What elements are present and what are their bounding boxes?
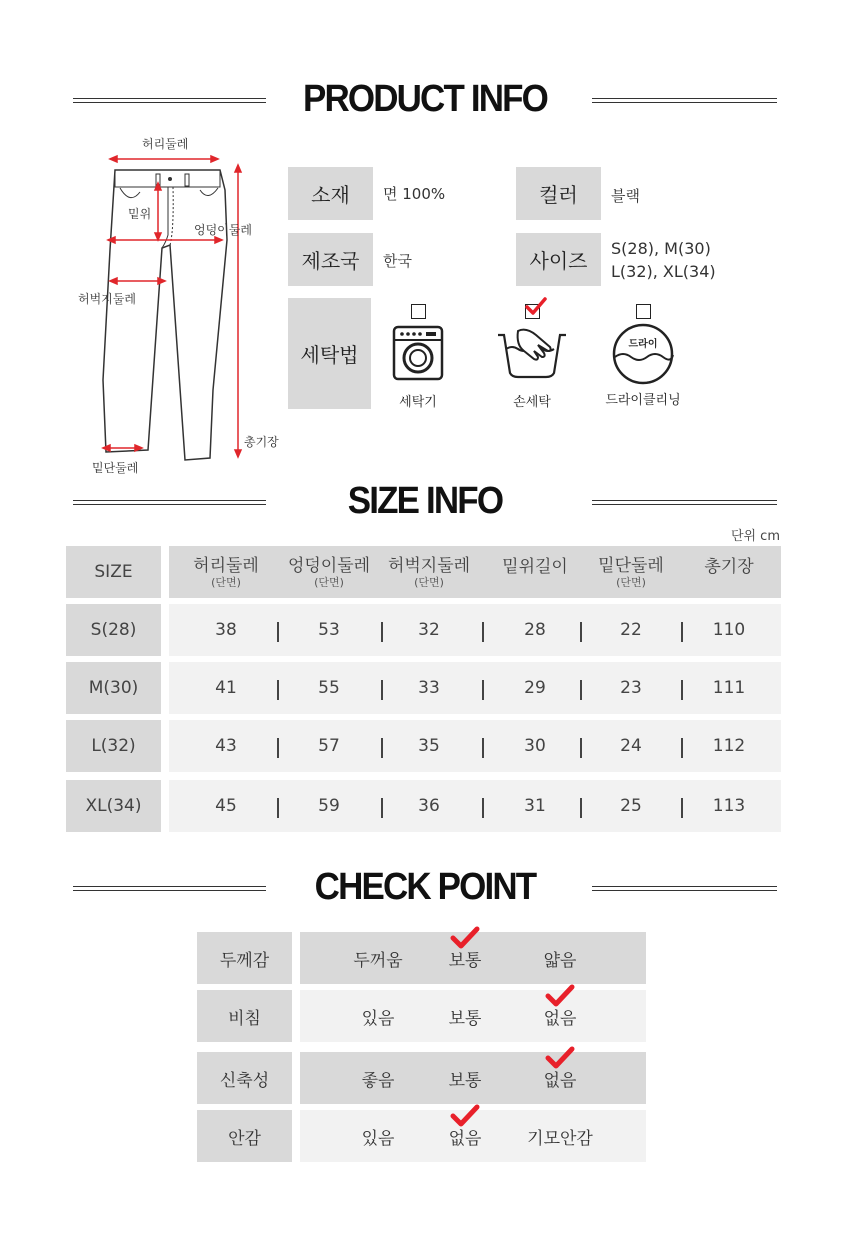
size-label: 사이즈 (516, 233, 601, 286)
check-point-row (300, 990, 646, 1042)
check-icon (545, 1046, 575, 1070)
size-cell: 29 (524, 678, 546, 698)
check-icon (450, 1104, 480, 1128)
machine-wash-checkbox[interactable] (411, 304, 426, 319)
check-icon (450, 926, 480, 950)
check-point-option[interactable]: 없음 (543, 1008, 577, 1029)
check-point-option[interactable]: 좋음 (361, 1070, 395, 1091)
size-cell: 111 (712, 678, 746, 698)
dry-clean-icon-text: 드라이 (628, 339, 658, 350)
dry-clean-icon (611, 323, 675, 385)
col-header (277, 546, 381, 598)
hand-wash-icon (492, 325, 572, 381)
dry-clean-checkbox[interactable] (636, 304, 651, 319)
size-cell: 38 (215, 620, 237, 640)
check-icon (545, 984, 575, 1008)
divider-right (592, 98, 777, 103)
check-point-option[interactable]: 있음 (361, 1008, 395, 1029)
check-icon (525, 297, 547, 317)
size-row (169, 604, 781, 656)
check-point-label: 안감 (197, 1110, 292, 1162)
wash-option-hand (482, 304, 582, 410)
col-name: 허벅지둘레 (387, 556, 471, 576)
hip-label: 엉덩이둘레 (194, 223, 252, 237)
thigh-label: 허벅지둘레 (78, 292, 136, 306)
size-cell: 25 (620, 796, 642, 816)
divider-right (592, 500, 777, 505)
col-sub: (단면) (314, 576, 344, 589)
size-row-label: S(28) (66, 604, 161, 656)
check-point-label: 비침 (197, 990, 292, 1042)
size-cell: 35 (418, 736, 440, 756)
size-row (169, 720, 781, 772)
col-name: 밑단둘레 (598, 556, 664, 576)
size-corner-cell: SIZE (66, 546, 161, 598)
size-cell: 28 (524, 620, 546, 640)
size-cell: 24 (620, 736, 642, 756)
col-name: 허리둘레 (193, 556, 259, 576)
hand-wash-checkbox[interactable] (525, 304, 540, 319)
col-header (377, 546, 481, 598)
color-value: 블랙 (611, 187, 640, 205)
size-cell: 43 (215, 736, 237, 756)
size-row-label: M(30) (66, 662, 161, 714)
size-cell: 23 (620, 678, 642, 698)
check-point-row (300, 932, 646, 984)
col-name: 밑위길이 (502, 557, 568, 577)
col-sub: (단면) (616, 576, 646, 589)
check-point-label: 신축성 (197, 1052, 292, 1104)
size-cell: 32 (418, 620, 440, 640)
size-row (169, 780, 781, 832)
check-point-label: 두께감 (197, 932, 292, 984)
col-header (677, 546, 781, 598)
check-point-option[interactable]: 없음 (543, 1070, 577, 1091)
size-info-title: SIZE INFO (347, 480, 503, 522)
material-label: 소재 (288, 167, 373, 220)
col-sub: (단면) (211, 576, 241, 589)
size-cell: 31 (524, 796, 546, 816)
size-cell: 110 (712, 620, 746, 640)
wash-option-machine (368, 304, 468, 410)
total-length-label: 총기장 (244, 435, 279, 449)
product-info-header (0, 78, 850, 128)
pants-diagram (70, 130, 290, 480)
rise-label: 밑위 (128, 207, 152, 221)
washing-machine-icon (390, 325, 446, 381)
check-point-row (300, 1052, 646, 1104)
check-point-row (300, 1110, 646, 1162)
size-cell: 33 (418, 678, 440, 698)
material-value: 면 100% (383, 185, 446, 203)
size-row (169, 662, 781, 714)
size-cell: 55 (318, 678, 340, 698)
check-point-option[interactable]: 없음 (448, 1128, 482, 1149)
wash-option-label: 드라이클리닝 (605, 393, 681, 408)
size-cell: 41 (215, 678, 237, 698)
product-info-title: PRODUCT INFO (302, 78, 548, 120)
check-point-option[interactable]: 보통 (448, 1008, 482, 1029)
col-sub: (단면) (414, 576, 444, 589)
size-cell: 112 (712, 736, 746, 756)
size-row-label: XL(34) (66, 780, 161, 832)
check-point-option[interactable]: 얇음 (543, 950, 577, 971)
size-value-line2: L(32), XL(34) (611, 262, 716, 281)
col-header (579, 546, 683, 598)
origin-value: 한국 (383, 252, 412, 270)
size-cell: 36 (418, 796, 440, 816)
col-header (169, 546, 283, 598)
check-point-option[interactable]: 기모안감 (527, 1128, 593, 1149)
wash-option-dry (593, 304, 693, 408)
wash-option-label: 손세탁 (513, 395, 551, 410)
size-cell: 59 (318, 796, 340, 816)
size-cell: 45 (215, 796, 237, 816)
divider-right (592, 886, 777, 891)
size-cell: 113 (712, 796, 746, 816)
size-value-line1: S(28), M(30) (611, 239, 711, 258)
check-point-option[interactable]: 보통 (448, 950, 482, 971)
size-row-label: L(32) (66, 720, 161, 772)
size-info-header (0, 480, 850, 530)
check-point-option[interactable]: 두꺼움 (353, 950, 403, 971)
size-cell: 22 (620, 620, 642, 640)
check-point-option[interactable]: 있음 (361, 1128, 395, 1149)
col-name: 엉덩이둘레 (287, 556, 371, 576)
check-point-option[interactable]: 보통 (448, 1070, 482, 1091)
wash-label: 세탁법 (288, 298, 371, 409)
check-point-title: CHECK POINT (314, 866, 536, 908)
size-cell: 53 (318, 620, 340, 640)
size-cell: 30 (524, 736, 546, 756)
waist-label: 허리둘레 (142, 137, 189, 151)
size-table-header (169, 546, 781, 598)
origin-label: 제조국 (288, 233, 373, 286)
col-header (483, 546, 587, 598)
size-cell: 57 (318, 736, 340, 756)
check-point-header (0, 866, 850, 916)
col-name: 총기장 (704, 557, 754, 577)
hem-label: 밑단둘레 (92, 461, 139, 475)
wash-option-label: 세탁기 (399, 395, 437, 410)
unit-label: 단위 cm (730, 529, 780, 544)
color-label: 컬러 (516, 167, 601, 220)
